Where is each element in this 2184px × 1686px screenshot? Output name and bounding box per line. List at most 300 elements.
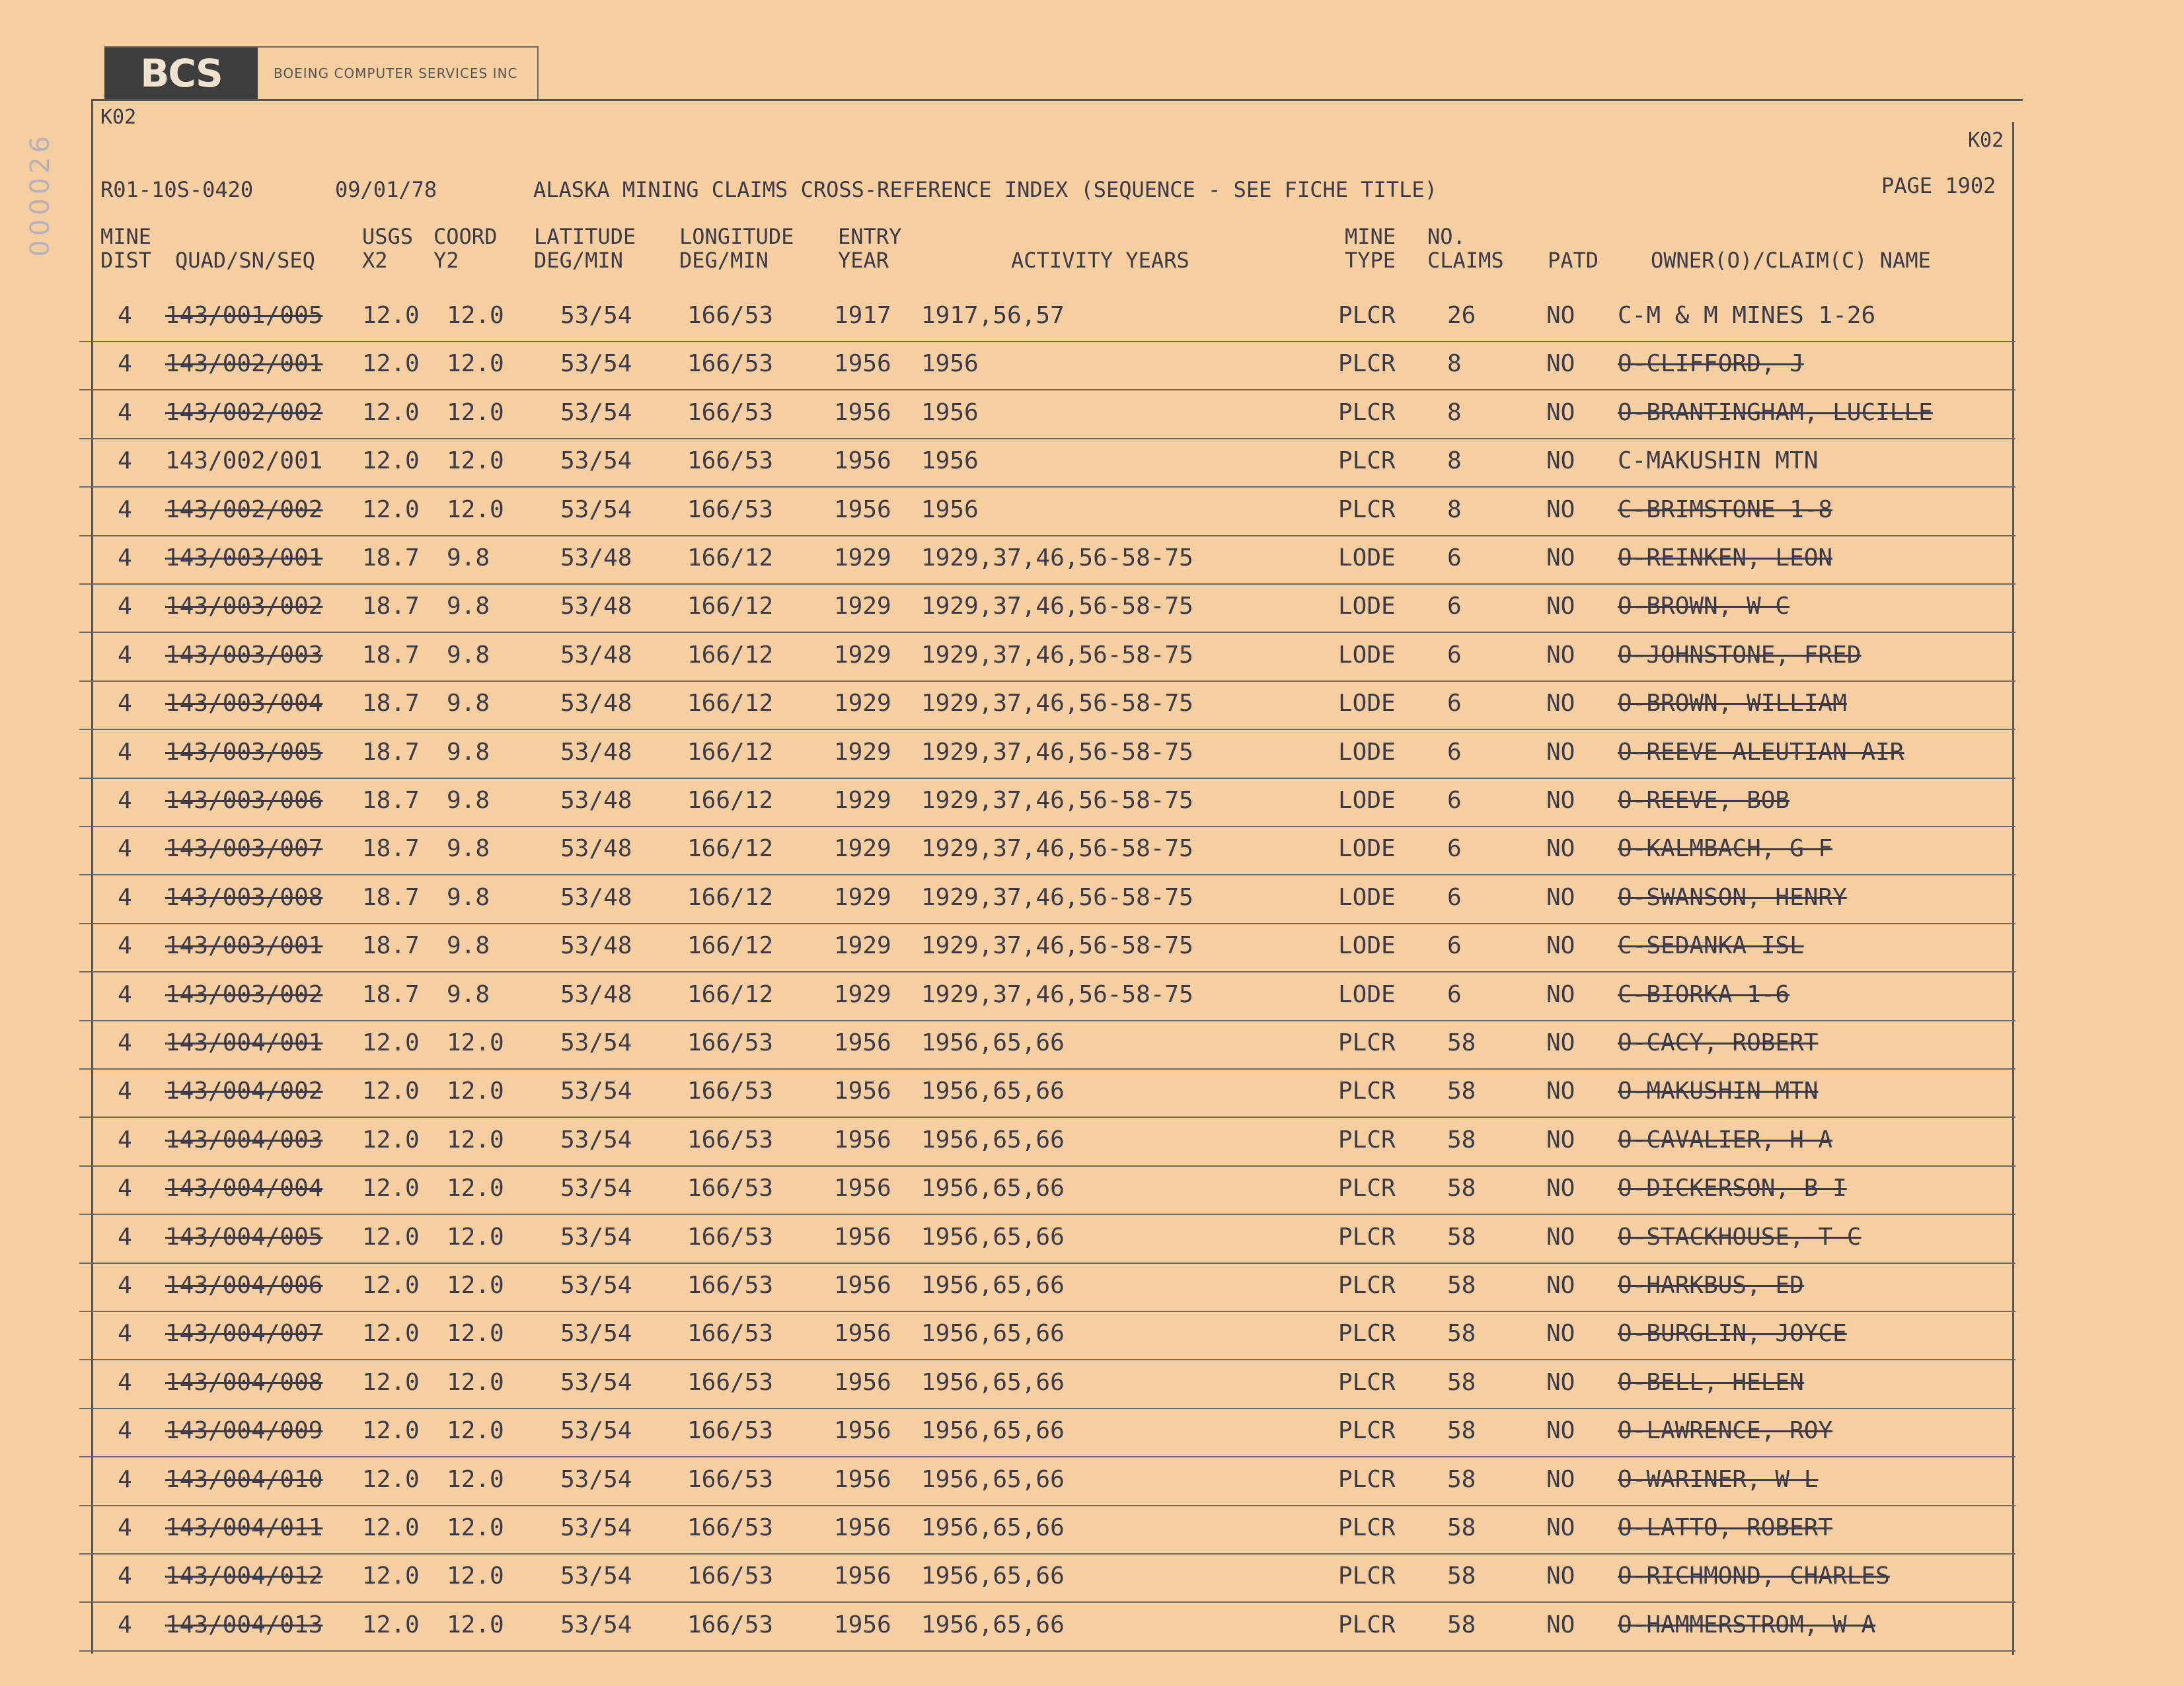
cell-quad: 143/004/005 — [165, 1223, 323, 1251]
cell-mine-type: LODE — [1338, 883, 1396, 911]
col-header-line — [1548, 225, 1599, 248]
cell-mine-type: PLCR — [1338, 1175, 1396, 1202]
cell-longitude: 166/12 — [687, 641, 774, 669]
col-header-patd — [1548, 225, 1599, 272]
cell-latitude: 53/54 — [560, 1368, 632, 1396]
cell-latitude: 53/54 — [560, 398, 632, 426]
report-id: R01-10S-0420 — [100, 177, 254, 202]
cell-coord-y2: 12.0 — [447, 1175, 504, 1202]
cell-latitude: 53/54 — [560, 447, 632, 475]
page-number: PAGE 1902 — [1881, 173, 1996, 198]
cell-patd: NO — [1546, 1611, 1575, 1638]
cell-coord-y2: 12.0 — [447, 1029, 504, 1056]
cell-quad: 143/002/001 — [165, 447, 323, 475]
company-name: BOEING COMPUTER SERVICES INC — [274, 65, 518, 81]
cell-coord-y2: 12.0 — [447, 350, 504, 378]
cell-mine-type: PLCR — [1338, 302, 1396, 329]
cell-activity-years: 1929,37,46,56-58-75 — [921, 932, 1193, 960]
cell-quad: 143/003/004 — [165, 690, 323, 717]
cell-latitude: 53/54 — [560, 1223, 632, 1251]
col-header-line: PATD — [1548, 248, 1599, 273]
cell-coord-y2: 12.0 — [447, 447, 504, 475]
cell-no-claims: 6 — [1447, 738, 1462, 766]
cell-latitude: 53/48 — [560, 980, 632, 1008]
cell-entry-year: 1929 — [834, 835, 891, 863]
cell-quad: 143/004/010 — [165, 1465, 323, 1493]
cell-longitude: 166/53 — [687, 447, 774, 475]
cell-activity-years: 1956,65,66 — [921, 1611, 1065, 1638]
cell-coord-y2: 9.8 — [447, 690, 490, 717]
cell-owner-claim-name: O-DICKERSON, B I — [1618, 1175, 1847, 1202]
cell-no-claims: 8 — [1447, 447, 1462, 475]
cell-owner-claim-name: O-HAMMERSTROM, W A — [1618, 1611, 1876, 1638]
cell-usgs-x2: 12.0 — [362, 1320, 420, 1348]
cell-entry-year: 1929 — [834, 690, 891, 717]
cell-quad: 143/004/009 — [165, 1417, 323, 1445]
cell-coord-y2: 12.0 — [447, 1078, 504, 1105]
cell-mine-type: PLCR — [1338, 1078, 1396, 1105]
cell-entry-year: 1956 — [834, 1611, 891, 1638]
table-row — [79, 1360, 2015, 1409]
cell-patd: NO — [1546, 1175, 1575, 1202]
cell-entry-year: 1929 — [834, 932, 891, 960]
col-header-line: ACTIVITY YEARS — [1011, 248, 1189, 273]
cell-latitude: 53/54 — [560, 1562, 632, 1590]
cell-patd: NO — [1546, 447, 1575, 475]
cell-entry-year: 1956 — [834, 495, 891, 523]
cell-no-claims: 6 — [1447, 787, 1462, 814]
cell-coord-y2: 12.0 — [447, 1272, 504, 1299]
cell-dist: 4 — [118, 1368, 132, 1396]
cell-owner-claim-name: O-REEVE, BOB — [1618, 787, 1790, 814]
cell-entry-year: 1956 — [834, 350, 891, 378]
cell-activity-years: 1929,37,46,56-58-75 — [921, 787, 1193, 814]
table-row — [79, 923, 2015, 972]
cell-entry-year: 1956 — [834, 1078, 891, 1105]
cell-activity-years: 1956,65,66 — [921, 1562, 1065, 1590]
cell-activity-years: 1929,37,46,56-58-75 — [921, 544, 1193, 571]
table-row — [79, 1408, 2015, 1457]
cell-no-claims: 58 — [1447, 1175, 1476, 1202]
cell-coord-y2: 12.0 — [447, 1223, 504, 1251]
cell-latitude: 53/54 — [560, 1078, 632, 1105]
cell-dist: 4 — [118, 690, 132, 717]
cell-no-claims: 26 — [1447, 302, 1476, 329]
table-row — [79, 1457, 2015, 1506]
cell-coord-y2: 12.0 — [447, 1368, 504, 1396]
table-row — [79, 1068, 2015, 1118]
cell-mine-type: PLCR — [1338, 1417, 1396, 1445]
cell-entry-year: 1956 — [834, 1126, 891, 1154]
cell-entry-year: 1956 — [834, 1320, 891, 1348]
cell-no-claims: 58 — [1447, 1465, 1476, 1493]
cell-mine-type: LODE — [1338, 593, 1396, 620]
cell-mine-type: PLCR — [1338, 398, 1396, 426]
cell-patd: NO — [1546, 1078, 1575, 1105]
cell-quad: 143/004/003 — [165, 1126, 323, 1154]
col-header-line: DEG/MIN — [534, 248, 623, 273]
cell-coord-y2: 9.8 — [447, 641, 490, 669]
cell-coord-y2: 9.8 — [447, 835, 490, 863]
cell-no-claims: 58 — [1447, 1320, 1476, 1348]
cell-no-claims: 58 — [1447, 1029, 1476, 1056]
cell-longitude: 166/53 — [687, 1029, 774, 1056]
cell-usgs-x2: 12.0 — [362, 1368, 420, 1396]
col-header-mine-dist — [100, 225, 151, 272]
cell-owner-claim-name: O-KALMBACH, G F — [1618, 835, 1833, 863]
code-left: K02 — [100, 106, 137, 129]
cell-no-claims: 6 — [1447, 980, 1462, 1008]
cell-dist: 4 — [118, 883, 132, 911]
cell-mine-type: PLCR — [1338, 1465, 1396, 1493]
report-date: 09/01/78 — [335, 177, 437, 202]
cell-latitude: 53/54 — [560, 1514, 632, 1541]
cell-quad: 143/004/002 — [165, 1078, 323, 1105]
code-right: K02 — [1968, 129, 2004, 152]
cell-activity-years: 1956,65,66 — [921, 1320, 1065, 1348]
cell-patd: NO — [1546, 1562, 1575, 1590]
cell-owner-claim-name: O-BELL, HELEN — [1618, 1368, 1804, 1396]
cell-activity-years: 1956 — [921, 350, 979, 378]
cell-patd: NO — [1546, 787, 1575, 814]
cell-quad: 143/001/005 — [165, 302, 323, 329]
cell-entry-year: 1929 — [834, 544, 891, 571]
cell-latitude: 53/48 — [560, 738, 632, 766]
cell-dist: 4 — [118, 1078, 132, 1105]
cell-mine-type: PLCR — [1338, 1272, 1396, 1299]
col-header-line: YEAR — [838, 248, 889, 273]
cell-patd: NO — [1546, 398, 1575, 426]
cell-dist: 4 — [118, 1272, 132, 1299]
cell-latitude: 53/54 — [560, 495, 632, 523]
cell-mine-type: LODE — [1338, 690, 1396, 717]
cell-owner-claim-name: O-STACKHOUSE, T C — [1618, 1223, 1862, 1251]
cell-longitude: 166/53 — [687, 1417, 774, 1445]
col-header-line: COORD — [433, 224, 498, 249]
cell-longitude: 166/53 — [687, 1562, 774, 1590]
cell-longitude: 166/53 — [687, 1368, 774, 1396]
cell-entry-year: 1956 — [834, 1465, 891, 1493]
cell-activity-years: 1929,37,46,56-58-75 — [921, 593, 1193, 620]
cell-usgs-x2: 12.0 — [362, 1175, 420, 1202]
cell-quad: 143/003/001 — [165, 932, 323, 960]
table-row — [79, 390, 2015, 439]
cell-mine-type: LODE — [1338, 738, 1396, 766]
cell-usgs-x2: 18.7 — [362, 690, 420, 717]
col-header-line — [1651, 225, 1931, 248]
cell-coord-y2: 9.8 — [447, 932, 490, 960]
col-header-line: DEG/MIN — [679, 248, 769, 273]
cell-patd: NO — [1546, 835, 1575, 863]
cell-longitude: 166/12 — [687, 835, 774, 863]
cell-owner-claim-name: O-HARKBUS, ED — [1618, 1272, 1804, 1299]
cell-patd: NO — [1546, 1223, 1575, 1251]
cell-owner-claim-name: O-WARINER, W L — [1618, 1465, 1819, 1493]
cell-no-claims: 58 — [1447, 1126, 1476, 1154]
cell-dist: 4 — [118, 1223, 132, 1251]
cell-usgs-x2: 18.7 — [362, 835, 420, 863]
table-row — [79, 293, 2015, 342]
cell-longitude: 166/53 — [687, 1272, 774, 1299]
cell-longitude: 166/12 — [687, 544, 774, 571]
cell-patd: NO — [1546, 1514, 1575, 1541]
table-row — [79, 341, 2015, 390]
col-header-line: Y2 — [433, 248, 459, 273]
cell-coord-y2: 12.0 — [447, 1126, 504, 1154]
cell-coord-y2: 9.8 — [447, 738, 490, 766]
cell-latitude: 53/48 — [560, 641, 632, 669]
cell-entry-year: 1956 — [834, 1417, 891, 1445]
cell-usgs-x2: 18.7 — [362, 738, 420, 766]
cell-coord-y2: 9.8 — [447, 980, 490, 1008]
cell-activity-years: 1956 — [921, 447, 979, 475]
cell-owner-claim-name: C-MAKUSHIN MTN — [1618, 447, 1819, 475]
cell-entry-year: 1956 — [834, 1368, 891, 1396]
cell-usgs-x2: 12.0 — [362, 1562, 420, 1590]
cell-longitude: 166/53 — [687, 1126, 774, 1154]
report-title: ALASKA MINING CLAIMS CROSS-REFERENCE INDEX (SEQUENCE - SEE FICHE TITLE) — [533, 177, 1437, 202]
cell-mine-type: PLCR — [1338, 1562, 1396, 1590]
cell-patd: NO — [1546, 593, 1575, 620]
cell-latitude: 53/54 — [560, 1611, 632, 1638]
cell-quad: 143/003/007 — [165, 835, 323, 863]
table-row — [79, 1263, 2015, 1312]
cell-dist: 4 — [118, 1126, 132, 1154]
cell-latitude: 53/48 — [560, 787, 632, 814]
cell-mine-type: LODE — [1338, 932, 1396, 960]
cell-coord-y2: 12.0 — [447, 1320, 504, 1348]
cell-mine-type: LODE — [1338, 835, 1396, 863]
cell-no-claims: 58 — [1447, 1562, 1476, 1590]
cell-patd: NO — [1546, 1368, 1575, 1396]
col-header-line: LONGITUDE — [679, 224, 794, 249]
col-header-line — [175, 225, 315, 248]
cell-latitude: 53/54 — [560, 1029, 632, 1056]
cell-mine-type: LODE — [1338, 641, 1396, 669]
cell-owner-claim-name: O-CLIFFORD, J — [1618, 350, 1804, 378]
cell-quad: 143/003/001 — [165, 544, 323, 571]
cell-usgs-x2: 18.7 — [362, 544, 420, 571]
cell-patd: NO — [1546, 1417, 1575, 1445]
col-header-quad — [175, 225, 315, 272]
cell-usgs-x2: 18.7 — [362, 883, 420, 911]
cell-patd: NO — [1546, 495, 1575, 523]
cell-owner-claim-name: O-MAKUSHIN MTN — [1618, 1078, 1819, 1105]
cell-usgs-x2: 12.0 — [362, 1514, 420, 1541]
cell-usgs-x2: 12.0 — [362, 1417, 420, 1445]
cell-owner-claim-name: C-M & M MINES 1-26 — [1618, 302, 1876, 329]
cell-activity-years: 1956,65,66 — [921, 1126, 1065, 1154]
cell-mine-type: PLCR — [1338, 1368, 1396, 1396]
cell-activity-years: 1956,65,66 — [921, 1272, 1065, 1299]
col-header-owner — [1651, 225, 1931, 272]
cell-quad: 143/003/002 — [165, 593, 323, 620]
cell-dist: 4 — [118, 1611, 132, 1638]
cell-coord-y2: 12.0 — [447, 302, 504, 329]
cell-quad: 143/004/011 — [165, 1514, 323, 1541]
table-row — [79, 1602, 2015, 1652]
cell-dist: 4 — [118, 932, 132, 960]
cell-owner-claim-name: O-JOHNSTONE, FRED — [1618, 641, 1862, 669]
cell-longitude: 166/53 — [687, 1514, 774, 1541]
cell-patd: NO — [1546, 1320, 1575, 1348]
cell-entry-year: 1956 — [834, 447, 891, 475]
cell-patd: NO — [1546, 302, 1575, 329]
cell-quad: 143/003/008 — [165, 883, 323, 911]
cell-activity-years: 1929,37,46,56-58-75 — [921, 980, 1193, 1008]
cell-usgs-x2: 12.0 — [362, 447, 420, 475]
cell-usgs-x2: 12.0 — [362, 1126, 420, 1154]
cell-patd: NO — [1546, 641, 1575, 669]
cell-usgs-x2: 12.0 — [362, 1223, 420, 1251]
cell-mine-type: PLCR — [1338, 1611, 1396, 1638]
cell-longitude: 166/53 — [687, 398, 774, 426]
cell-dist: 4 — [118, 302, 132, 329]
col-header-line — [1011, 225, 1189, 248]
cell-activity-years: 1956 — [921, 495, 979, 523]
cell-usgs-x2: 18.7 — [362, 641, 420, 669]
cell-latitude: 53/48 — [560, 835, 632, 863]
cell-activity-years: 1929,37,46,56-58-75 — [921, 738, 1193, 766]
cell-owner-claim-name: C-BRIMSTONE 1-8 — [1618, 495, 1833, 523]
cell-entry-year: 1929 — [834, 738, 891, 766]
table-row — [79, 487, 2015, 536]
cell-usgs-x2: 12.0 — [362, 398, 420, 426]
cell-latitude: 53/54 — [560, 1272, 632, 1299]
cell-latitude: 53/48 — [560, 932, 632, 960]
cell-latitude: 53/48 — [560, 544, 632, 571]
cell-patd: NO — [1546, 980, 1575, 1008]
cell-no-claims: 58 — [1447, 1223, 1476, 1251]
cell-mine-type: PLCR — [1338, 1514, 1396, 1541]
cell-entry-year: 1956 — [834, 1514, 891, 1541]
table-row — [79, 778, 2015, 827]
cell-mine-type: PLCR — [1338, 1223, 1396, 1251]
cell-patd: NO — [1546, 350, 1575, 378]
cell-usgs-x2: 12.0 — [362, 302, 420, 329]
cell-owner-claim-name: O-SWANSON, HENRY — [1618, 883, 1847, 911]
cell-dist: 4 — [118, 447, 132, 475]
cell-patd: NO — [1546, 1126, 1575, 1154]
col-header-activity — [1011, 225, 1189, 272]
col-header-line: LATITUDE — [534, 224, 636, 249]
cell-mine-type: PLCR — [1338, 350, 1396, 378]
cell-quad: 143/004/004 — [165, 1175, 323, 1202]
cell-entry-year: 1929 — [834, 593, 891, 620]
col-header-line: CLAIMS — [1427, 248, 1504, 273]
cell-longitude: 166/12 — [687, 690, 774, 717]
cell-entry-year: 1929 — [834, 883, 891, 911]
cell-mine-type: PLCR — [1338, 447, 1396, 475]
cell-latitude: 53/48 — [560, 593, 632, 620]
cell-entry-year: 1929 — [834, 641, 891, 669]
cell-activity-years: 1956,65,66 — [921, 1223, 1065, 1251]
table-row — [79, 438, 2015, 488]
cell-patd: NO — [1546, 544, 1575, 571]
cell-usgs-x2: 18.7 — [362, 787, 420, 814]
cell-longitude: 166/12 — [687, 932, 774, 960]
cell-quad: 143/002/001 — [165, 350, 323, 378]
cell-coord-y2: 9.8 — [447, 787, 490, 814]
cell-dist: 4 — [118, 1175, 132, 1202]
cell-entry-year: 1929 — [834, 980, 891, 1008]
cell-coord-y2: 12.0 — [447, 1465, 504, 1493]
table-row — [79, 729, 2015, 779]
cell-dist: 4 — [118, 495, 132, 523]
cell-activity-years: 1929,37,46,56-58-75 — [921, 883, 1193, 911]
cell-no-claims: 6 — [1447, 932, 1462, 960]
cell-dist: 4 — [118, 738, 132, 766]
cell-latitude: 53/54 — [560, 302, 632, 329]
cell-quad: 143/003/002 — [165, 980, 323, 1008]
cell-latitude: 53/54 — [560, 1417, 632, 1445]
cell-owner-claim-name: O-LATTO, ROBERT — [1618, 1514, 1833, 1541]
table-row — [79, 972, 2015, 1021]
table-row — [79, 535, 2015, 585]
cell-entry-year: 1956 — [834, 1272, 891, 1299]
cell-longitude: 166/12 — [687, 787, 774, 814]
cell-quad: 143/004/001 — [165, 1029, 323, 1056]
fiche-number: 000026 — [25, 132, 56, 257]
cell-usgs-x2: 12.0 — [362, 1465, 420, 1493]
cell-longitude: 166/53 — [687, 495, 774, 523]
cell-latitude: 53/48 — [560, 883, 632, 911]
cell-longitude: 166/53 — [687, 1078, 774, 1105]
cell-dist: 4 — [118, 593, 132, 620]
table-row — [79, 1214, 2015, 1264]
table-row — [79, 632, 2015, 682]
cell-quad: 143/004/008 — [165, 1368, 323, 1396]
cell-usgs-x2: 12.0 — [362, 1611, 420, 1638]
cell-dist: 4 — [118, 1029, 132, 1056]
cell-latitude: 53/54 — [560, 1465, 632, 1493]
cell-owner-claim-name: C-SEDANKA ISL — [1618, 932, 1804, 960]
cell-patd: NO — [1546, 1465, 1575, 1493]
cell-activity-years: 1956,65,66 — [921, 1465, 1065, 1493]
cell-mine-type: LODE — [1338, 544, 1396, 571]
cell-no-claims: 6 — [1447, 544, 1462, 571]
col-header-line: MINE — [100, 224, 152, 249]
cell-activity-years: 1917,56,57 — [921, 302, 1065, 329]
cell-quad: 143/004/006 — [165, 1272, 323, 1299]
cell-no-claims: 6 — [1447, 835, 1462, 863]
table-row — [79, 826, 2015, 875]
table-row — [79, 1020, 2015, 1070]
cell-longitude: 166/53 — [687, 1320, 774, 1348]
table-row — [79, 1165, 2015, 1215]
cell-coord-y2: 9.8 — [447, 593, 490, 620]
cell-patd: NO — [1546, 932, 1575, 960]
col-header-line: NO. — [1427, 224, 1466, 249]
cell-dist: 4 — [118, 835, 132, 863]
cell-coord-y2: 12.0 — [447, 1417, 504, 1445]
cell-entry-year: 1956 — [834, 398, 891, 426]
col-header-coord-y2 — [433, 225, 497, 272]
cell-coord-y2: 9.8 — [447, 544, 490, 571]
cell-usgs-x2: 12.0 — [362, 1272, 420, 1299]
cell-activity-years: 1929,37,46,56-58-75 — [921, 641, 1193, 669]
cell-no-claims: 8 — [1447, 398, 1462, 426]
cell-activity-years: 1956,65,66 — [921, 1514, 1065, 1541]
cell-no-claims: 58 — [1447, 1611, 1476, 1638]
cell-no-claims: 58 — [1447, 1514, 1476, 1541]
cell-owner-claim-name: O-BROWN, W C — [1618, 593, 1790, 620]
col-header-line: QUAD/SN/SEQ — [175, 248, 315, 273]
cell-entry-year: 1956 — [834, 1175, 891, 1202]
cell-dist: 4 — [118, 1562, 132, 1590]
cell-no-claims: 58 — [1447, 1417, 1476, 1445]
table-row — [79, 1505, 2015, 1555]
